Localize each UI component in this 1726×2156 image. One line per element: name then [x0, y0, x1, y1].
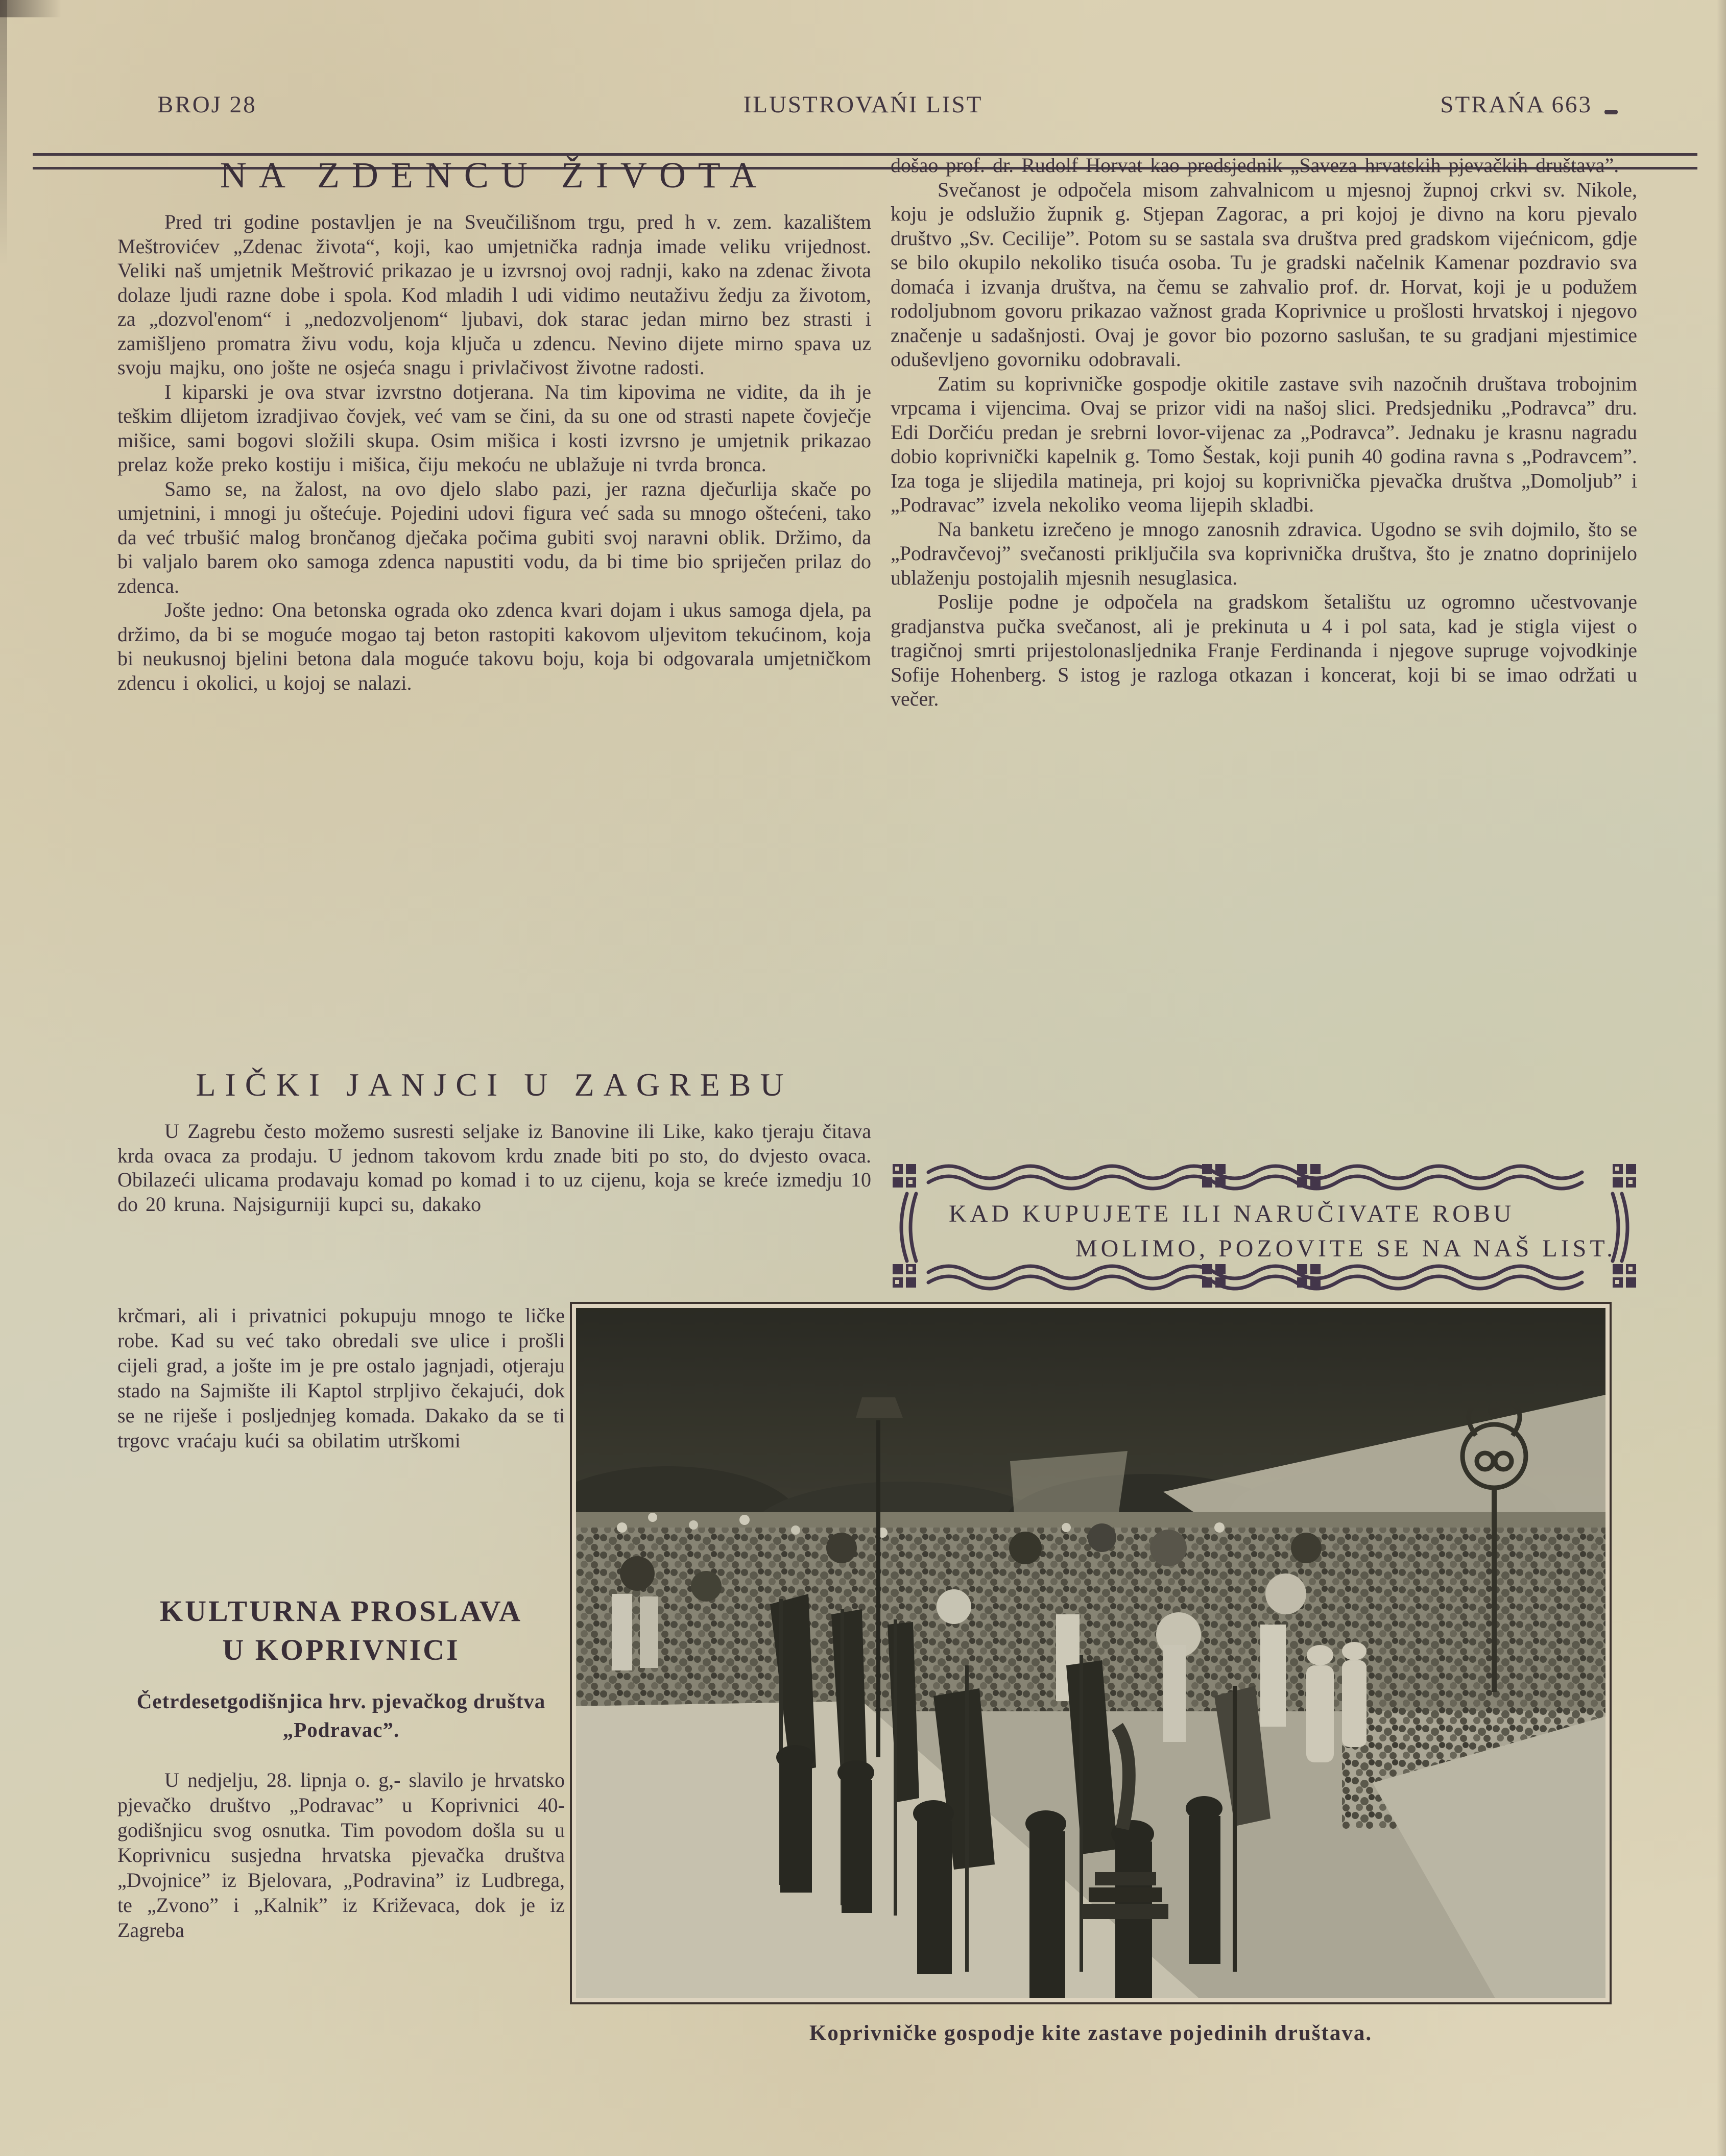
ad-text-line-1: KAD KUPUJETE ILI NARUČIVATE ROBU: [949, 1200, 1515, 1227]
article-paragraph: Zatim su koprivničke gospodje okitile zastave svih nazočnih društava trobojnim vrpcama i vijencima. Ovaj se prizor vidi na našoj slici. Predsjedniku „Podravca” dru. Edi Dorčiću predan je srebrni lovor-vijenac za „Podravca”. Jednaku je krasnu nagradu dobio koprivnički kapelnik g. Tomo Šestak, koji punih 40 godina ravna s „Podravcem”. Iza toga je slijedila matineja, pri kojoj su koprivnička pjevačka društva „Domoljub” i „Podravac” izvela nekoliko veoma lijepih skladbi.: [891, 372, 1637, 516]
scan-edge-artifact: [1717, 0, 1726, 2156]
article-kulturna-proslava: [117, 1592, 565, 2092]
article-paragraph: I kiparski je ova stvar izvrstno dotjerana. Na tim kipovima ne vidite, da ih je teškim dlijetom izradjivao čovjek, već vam se čini, da su one od strasti napete čovječje mišice, sami bogovi složili skupa. Osim mišica i kosti izvrsno je umjetnik prikazao prelaz kože preko kostiju i mišica, čiju mekoću ne ublažuje ni tvrda bronca.: [117, 380, 871, 476]
margin-dash-mark: [1604, 110, 1618, 114]
article-paragraph: Pred tri godine postavljen je na Sveučilišnom trgu, pred h v. zem. kazalištem Meštrovićev „Zdenac života“, koji, kao umjetnička radnja imade veliku vrijednost. Veliki naš umjetnik Meštrović prikazao je u izvrsnoj ovoj radnji, kako na zdenac života dolaze ljudi razne dobe i spola. Kod mladih l udi vidimo neutaživu žedju za životom, za „dozvol'enom“ i „nedozvoljenom“ ljubavi, dok starac jedan mirno bez strasti i zamišljeno promatra živu vodu, koja ključa u zdencu. Nevino dijete mirno spava uz svoju majku, ono jošte ne osjeća snagu i privlačivost životne radosti.: [117, 210, 871, 379]
article-paragraph: U Zagrebu često možemo susresti seljake iz Banovine ili Like, kako tjeraju čitava krda ovaca za prodaju. U jednom takovom krdu znade biti po sto, do dvjesto ovaca. Obilazeći ulicama prodavaju komad po komad i to uz cijenu, koja se kreće izmedju 10 do 20 kruna. Najsigurniji kupci su, dakako: [117, 1120, 871, 1216]
article-title: LIČKI JANJCI U ZAGREBU: [196, 1067, 793, 1103]
masthead-title: ILUSTROVAŃI LIST: [743, 91, 983, 118]
article-paragraph: Poslije podne je odpočela na gradskom šetalištu uz ogromno učestvovanje gradjanstva pučka svečanost, ali je prekinuta u 4 i pol sata, kad je stigla vijest o tragičnoj smrti prijestolonasljednika Franje Ferdinanda i njegove supruge vojvodkinje Sofije Hohenberg. S istog je razloga otkazan i koncerat, koji bi se imao održati u večer.: [891, 590, 1637, 710]
right-column: [891, 153, 1637, 1154]
article-paragraph: Svečanost je odpočela misom zahvalnicom u mjesnoj župnoj crkvi sv. Nikole, koju je odslužio župnik g. Stjepan Zagorac, a pri kojoj je divno na koru pjevalo društvo „Sv. Cecilije”. Potom su se sastala sva društva pred gradskom vijećnicom, gdje se bilo okupilo nekoliko tisuća osoba. Tu je gradski načelnik Kamenar pozdravio sva domaća i izvanja društva, na čemu se zahvalio prof. dr. Horvat, koji je u podužem rodoljubnom govoru prikazao važnost grada Koprivnice u prošlosti hrvatskoj i njegovo značenje u sadašnjosti. Ovaj je govor bio pozorno saslušan, te su gradjani mjestimice oduševljeno govorniku odobravali.: [891, 178, 1637, 371]
article-subtitle: Četrdesetgodišnjica hrv. pjevačkog društva „Podravac”.: [136, 1689, 546, 1741]
house-ad-box: [889, 1157, 1640, 1298]
article-title: NA ZDENCU ŽIVOTA: [220, 155, 769, 196]
title-line-2: U KOPRIVNICI: [222, 1633, 460, 1666]
photo-caption: Koprivničke gospodje kite zastave pojedinih društava.: [809, 2021, 1373, 2045]
article-licki-janjci: [117, 1066, 871, 1297]
article-na-zdencu-zivota: [117, 154, 871, 1063]
article-licki-janjci-continuation: [117, 1303, 565, 1596]
issue-number: BROJ 28: [157, 91, 257, 118]
article-paragraph: Na banketu izrečeno je mnogo zanosnih zdravica. Ugodno se svih dojmilo, što se „Podravčevoj” svečanosti priključila sva koprivnička društva, što je znatno doprinijelo ublaženju postojalih mjesnih nesuglasica.: [891, 517, 1637, 589]
article-paragraph: Jošte jedno: Ona betonska ograda oko zdenca kvari dojam i ukus samoga djela, pa držimo, da bi se moguće mogao taj beton rastopiti kakovom uljevitom tekućinom, koja bi neukusnoj bjelini betona dala moguće takovu boju, koja bi odgovarala umjetničkom zdencu i okolici, u kojoj se nalazi.: [117, 598, 871, 694]
photo-halftone-art: [576, 1308, 1605, 1998]
title-line-1: KULTURNA PROSLAVA: [160, 1594, 522, 1628]
article-title: [117, 1592, 565, 1669]
page-number: STRAŃA 663: [1440, 91, 1592, 118]
article-paragraph: U nedjelju, 28. lipnja o. g,- slavilo je hrvatsko pjevačko društvo „Podravac” u Koprivnici 40-godišnjicu svog osnutka. Tim povodom došla su u Koprivnicu susjedna hrvatska pjevačka društva „Dvojnice” iz Bjelovara, „Podravina” iz Ludbrega, te „Zvono” i „Kalnik” iz Križevaca, dok je iz Zagreba: [117, 1769, 565, 1942]
scan-edge-artifact: [0, 0, 7, 265]
ceremony-photograph: [570, 1302, 1612, 2004]
article-paragraph: došao prof. dr. Rudolf Horvat kao predsjednik „Saveza hrvatskih pjevačkih društava”.: [891, 154, 1619, 177]
ad-text-line-2: MOLIMO, POZOVITE SE NA NAŠ LIST.: [1075, 1235, 1617, 1262]
article-paragraph: krčmari, ali i privatnici pokupuju mnogo te ličke robe. Kad su već tako obredali sve ulice i prošli cijeli grad, a jošte im je pre ostalo jagnjadi, otjeraju stado na Sajmište ili Kaptol strpljivo čekajući, dok se ne riješe i posljednjeg komada. Dakako da se ti trgovc vraćaju kući sa obilatim utrškomi: [117, 1304, 565, 1452]
scan-edge-artifact: [0, 0, 61, 17]
article-paragraph: Samo se, na žalost, na ovo djelo slabo pazi, jer razna dječurlija skače po umjetnini, i mnogi ju oštećuje. Pojedini udovi figura već sada su mnogo oštećeni, tako da već trbušić malog brončanog dječaka počima gubiti svoj naravni oblik. Držimo, da bi valjalo barem oko samoga zdenca napustiti vodu, da bi time bio spriječen prilaz do zdenca.: [117, 477, 871, 597]
